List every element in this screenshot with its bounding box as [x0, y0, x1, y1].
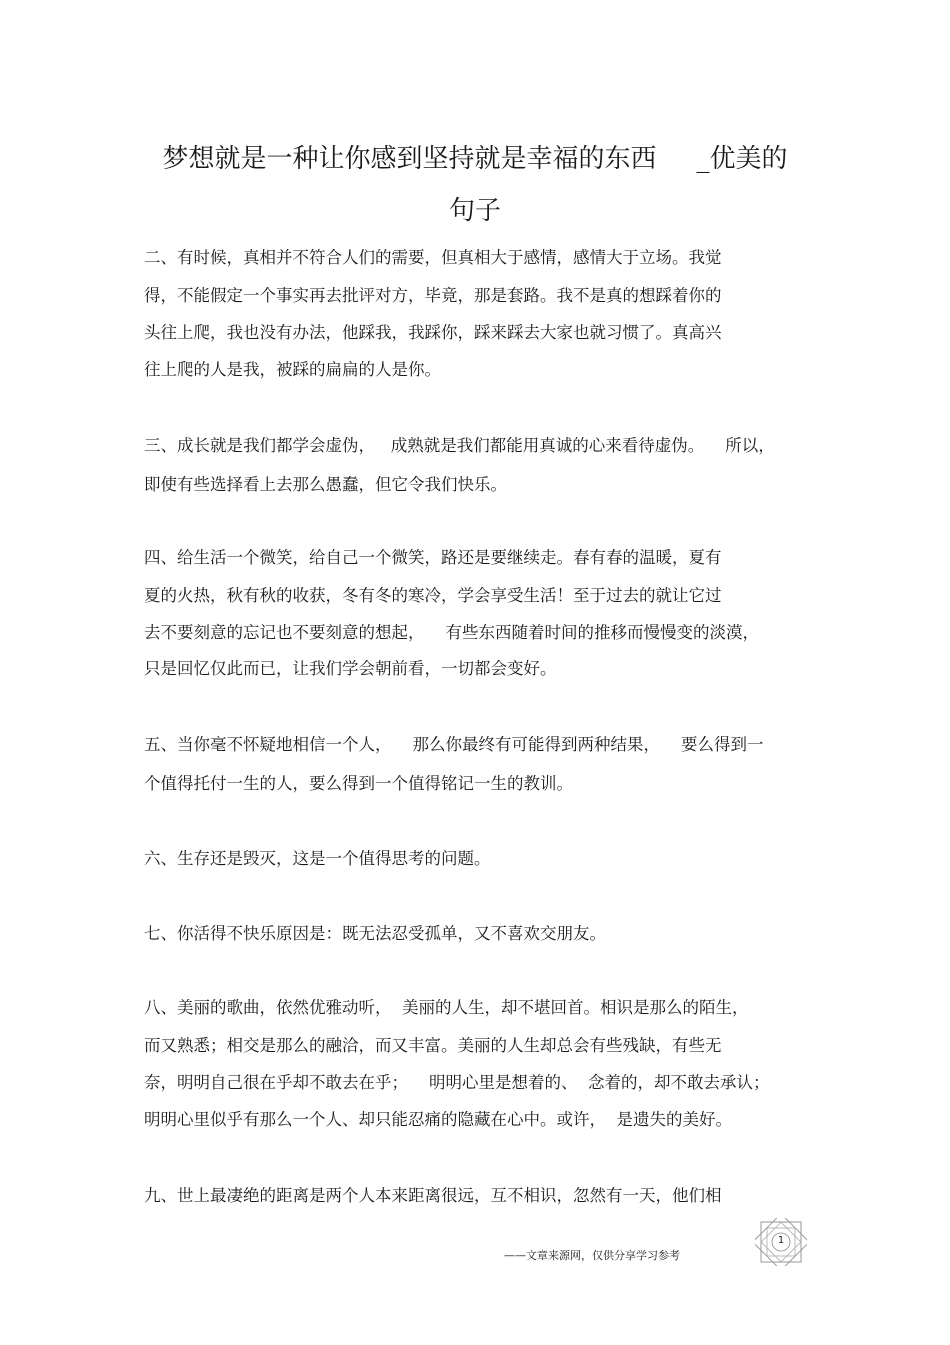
paragraph-line: 七、你活得不快乐原因是：既无法忍受孤单，又不喜欢交朋友。: [144, 924, 606, 943]
paragraph-line: 只是回忆仅此而已，让我们学会朝前看，一切都会变好。: [144, 659, 557, 678]
page-title-main: 梦想就是一种让你感到坚持就是幸福的东西: [162, 144, 657, 174]
page-title-suffix: _优美的: [696, 144, 788, 174]
paragraph-line: 夏的火热，秋有秋的收获，冬有冬的寒冷，学会享受生活！至于过去的就让它过: [144, 586, 722, 605]
paragraph-line: 九、世上最凄绝的距离是两个人本来距离很远，互不相识，忽然有一天，他们相: [144, 1186, 722, 1205]
page-title-line-1: [0, 141, 950, 177]
paragraph-line: 奈，明明自己很在乎却不敢去在乎； 明明心里是想着的、 念着的，却不敢去承认；: [144, 1073, 770, 1092]
page-number-badge: [755, 1218, 807, 1266]
paragraph-line: 头往上爬，我也没有办法，他踩我，我踩你，踩来踩去大家也就习惯了。真高兴: [144, 323, 722, 342]
paragraph-line: 三、成长就是我们都学会虚伪， 成熟就是我们都能用真诚的心来看待虚伪。 所以，: [144, 436, 775, 455]
page-number: 1: [777, 1235, 785, 1246]
paragraph-line: 六、生存还是毁灭，这是一个值得思考的问题。: [144, 849, 491, 868]
paragraph-line: 而又熟悉；相交是那么的融洽，而又丰富。美丽的人生却总会有些残缺，有些无: [144, 1036, 722, 1055]
paragraph-line: 去不要刻意的忘记也不要刻意的想起， 有些东西随着时间的推移而慢慢变的淡漠，: [144, 623, 759, 642]
footer-source-text: ——文章来源网，仅供分享学习参考: [504, 1249, 680, 1262]
paragraph-line: 往上爬的人是我，被踩的扁扁的人是你。: [144, 360, 441, 379]
paragraph-line: 五、当你毫不怀疑地相信一个人， 那么你最终有可能得到两种结果， 要么得到一: [144, 735, 764, 754]
paragraph-line: 八、美丽的歌曲，依然优雅动听， 美丽的人生，却不堪回首。相识是那么的陌生，: [144, 998, 749, 1017]
paragraph-line: 二、有时候，真相并不符合人们的需要，但真相大于感情，感情大于立场。我觉: [144, 248, 722, 267]
paragraph-line: 得，不能假定一个事实再去批评对方，毕竟，那是套路。我不是真的想踩着你的: [144, 286, 722, 305]
paragraph-line: 明明心里似乎有那么一个人、却只能忍痛的隐藏在心中。或许， 是遗失的美好。: [144, 1110, 732, 1129]
paragraph-line: 即使有些选择看上去那么愚蠢，但它令我们快乐。: [144, 475, 507, 494]
page-title-line-2: 句子: [448, 196, 501, 226]
paragraph-line: 四、给生活一个微笑，给自己一个微笑，路还是要继续走。春有春的温暖，夏有: [144, 548, 722, 567]
paragraph-line: 个值得托付一生的人，要么得到一个值得铭记一生的教训。: [144, 774, 573, 793]
